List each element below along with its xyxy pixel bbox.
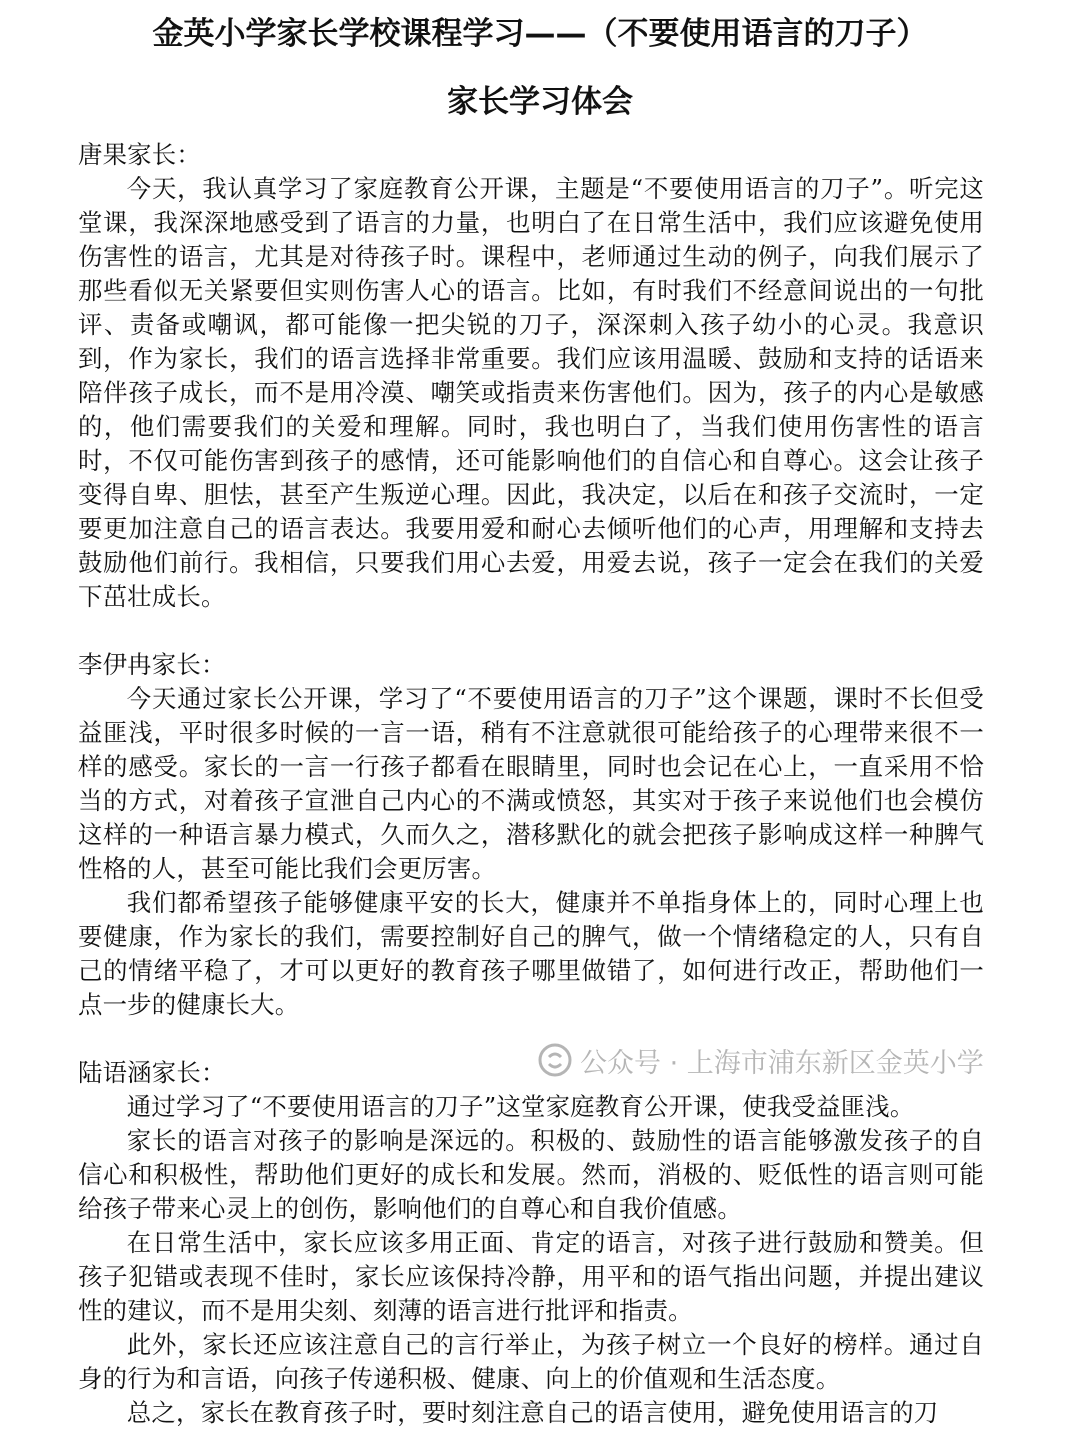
paragraph: 我们都希望孩子能够健康平安的长大，健康并不单指身体上的，同时心理上也要健康，作为家长的我们，需要控制好自己的脾气，做一个情绪稳定的人，只有自己的情绪平稳了，才可以更好的教育孩子哪里做错了，如何进行改正，帮助他们一点一步的健康长大。 xyxy=(78,888,984,1019)
paragraph: 今天通过家长公开课，学习了“不要使用语言的刀子”这个课题，课时不长但受益匪浅，平时很多时候的一言一语，稍有不注意就很可能给孩子的心理带来很不一样的感受。家长的一言一行孩子都看在眼睛里，同时也会记在心上，一直采用不恰当的方式，对着孩子宣泄自己内心的不满或愤怒，其实对于孩子来说他们也会模仿这样的一种语言暴力模式，久而久之，潜移默化的就会把孩子影响成这样一种脾气性格的人，甚至可能比我们会更厉害。 xyxy=(78,684,984,883)
section-spacer xyxy=(78,614,984,648)
paragraph: 通过学习了“不要使用语言的刀子”这堂家庭教育公开课，使我受益匪浅。 xyxy=(126,1092,915,1121)
paragraph: 此外，家长还应该注意自己的言行举止，为孩子树立一个良好的榜样。通过自身的行为和言语，向孩子传递积极、健康、向上的价值观和生活态度。 xyxy=(78,1330,984,1393)
paragraph: 总之，家长在教育孩子时，要时刻注意自己的语言使用，避免使用语言的刀 xyxy=(126,1398,939,1427)
parent-name-heading: 唐果家长： xyxy=(78,140,201,169)
section-spacer xyxy=(78,1022,984,1056)
parent-name-heading: 李伊冉家长： xyxy=(78,650,226,679)
watermark-text: 公众号 · 上海市浦东新区金英小学 xyxy=(580,1047,984,1079)
document-body xyxy=(78,138,984,1430)
document-title: 金英小学家长学校课程学习——（不要使用语言的刀子） xyxy=(152,16,928,52)
paragraph: 家长的语言对孩子的影响是深远的。积极的、鼓励性的语言能够激发孩子的自信心和积极性，帮助他们更好的成长和发展。然而，消极的、贬低性的语言则可能给孩子带来心灵上的创伤，影响他们的自尊心和自我价值感。 xyxy=(78,1126,984,1223)
parent-name-heading: 陆语涵家长： xyxy=(78,1058,226,1087)
paragraph: 在日常生活中，家长应该多用正面、肯定的语言，对孩子进行鼓励和赞美。但孩子犯错或表现不佳时，家长应该保持冷静，用平和的语气指出问题，并提出建议性的建议，而不是用尖刻、刻薄的语言进行批评和指责。 xyxy=(78,1228,984,1325)
document-subtitle: 家长学习体会 xyxy=(447,84,633,120)
paragraph: 今天，我认真学习了家庭教育公开课，主题是“不要使用语言的刀子”。听完这堂课，我深深地感受到了语言的力量，也明白了在日常生活中，我们应该避免使用伤害性的语言，尤其是对待孩子时。课程中，老师通过生动的例子，向我们展示了那些看似无关紧要但实则伤害人心的语言。比如，有时我们不经意间说出的一句批评、责备或嘲讽，都可能像一把尖锐的刀子，深深刺入孩子幼小的心灵。我意识到，作为家长，我们的语言选择非常重要。我们应该用温暖、鼓励和支持的话语来陪伴孩子成长，而不是用冷漠、嘲笑或指责来伤害他们。因为，孩子的内心是敏感的，他们需要我们的关爱和理解。同时，我也明白了，当我们使用伤害性的语言时，不仅可能伤害到孩子的感情，还可能影响他们的自信心和自尊心。这会让孩子变得自卑、胆怯，甚至产生叛逆心理。因此，我决定，以后在和孩子交流时，一定要更加注意自己的语言表达。我要用爱和耐心去倾听他们的心声，用理解和支持去鼓励他们前行。我相信，只要我们用心去爱，用爱去说，孩子一定会在我们的关爱下茁壮成长。 xyxy=(78,174,984,611)
